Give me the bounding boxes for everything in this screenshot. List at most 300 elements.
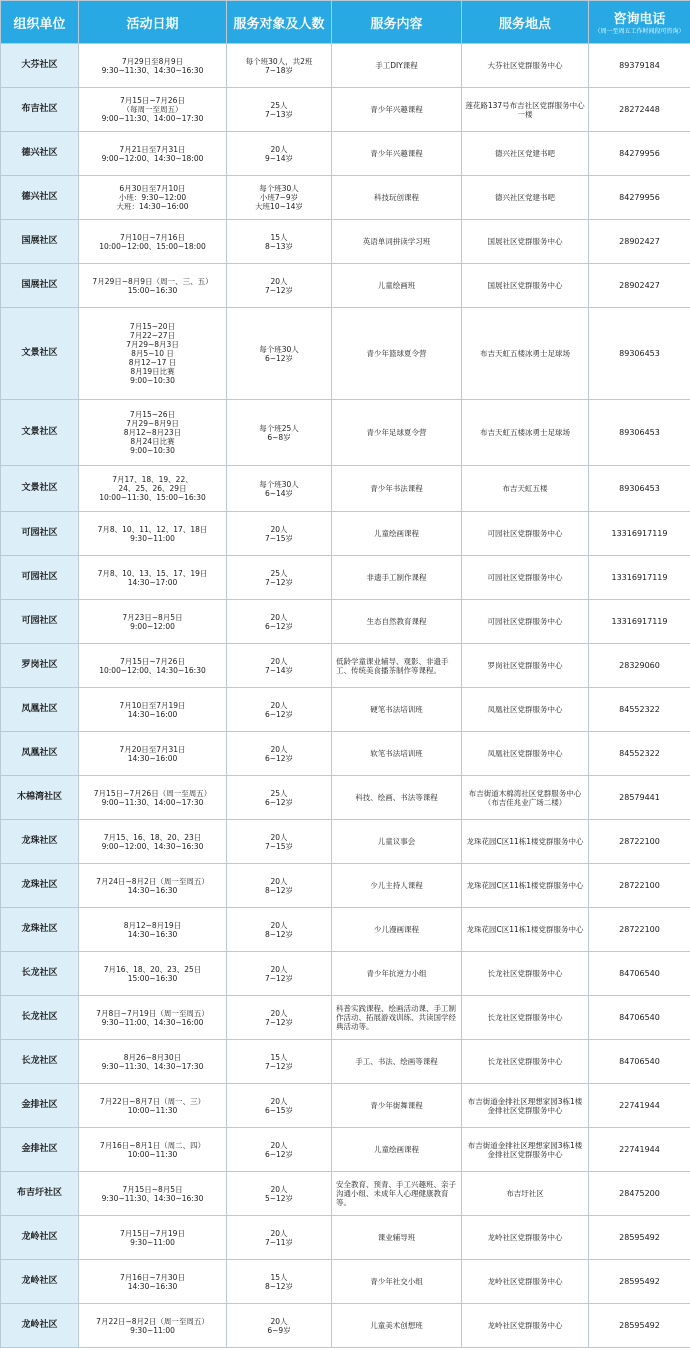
target-cell [227,776,332,820]
date-line: 7月22日~8月2日（周一至周五） [81,1317,224,1326]
target-line: 25人 [229,569,329,578]
target-line: 7~12岁 [229,1062,329,1071]
org-cell: 长龙社区 [1,952,79,996]
date-cell [79,176,227,220]
content-cell [332,996,462,1040]
content-text: 低龄学童课业辅导、观影、非遗手工、传统美食播茶制作等课程。 [336,657,459,675]
target-line: 15人 [229,1273,329,1282]
date-line: 7月29日至8月9日 [81,57,224,66]
phone-cell: 89306453 [589,466,690,512]
location-cell: 可园社区党群服务中心 [462,512,589,556]
content-cell [332,466,462,512]
location-cell: 布吉街道金排社区理想家园3栋1楼金排社区党群服务中心 [462,1084,589,1128]
date-line: 14:30~16:30 [81,886,224,895]
org-cell: 长龙社区 [1,1040,79,1084]
content-text: 软笔书法培训班 [334,749,459,758]
header-org: 组织单位 [1,1,79,44]
location-cell: 国展社区党群服务中心 [462,220,589,264]
phone-cell: 28595492 [589,1216,690,1260]
date-line: 24、25、26、29日 [81,484,224,493]
content-cell [332,176,462,220]
target-cell [227,1128,332,1172]
phone-cell: 28595492 [589,1304,690,1348]
target-line: 每个班25人 [229,424,329,433]
location-cell: 龙珠花园C区11栋1楼党群服务中心 [462,864,589,908]
org-cell: 长龙社区 [1,996,79,1040]
date-line: 9:00~11:30、14:00~17:30 [81,114,224,123]
target-line: 20人 [229,1185,329,1194]
date-line: 7月17、18、19、22、 [81,475,224,484]
org-cell: 龙珠社区 [1,908,79,952]
target-line: 9~14岁 [229,154,329,163]
target-line: 25人 [229,789,329,798]
date-line: 15:00~16:30 [81,286,224,295]
phone-cell: 28475200 [589,1172,690,1216]
content-cell [332,1172,462,1216]
content-text: 青少年社交小组 [334,1277,459,1286]
date-cell [79,1304,227,1348]
date-cell [79,556,227,600]
org-cell: 龙珠社区 [1,864,79,908]
date-cell [79,732,227,776]
phone-cell: 22741944 [589,1084,690,1128]
date-cell [79,1128,227,1172]
content-cell [332,556,462,600]
location-cell: 龙岭社区党群服务中心 [462,1260,589,1304]
location-cell: 长龙社区党群服务中心 [462,1040,589,1084]
date-line: 9:00~12:00 [81,622,224,631]
org-cell: 木棉湾社区 [1,776,79,820]
date-line: 10:00~12:00、14:30~16:30 [81,666,224,675]
phone-cell: 84706540 [589,1040,690,1084]
phone-cell: 13316917119 [589,512,690,556]
content-cell [332,132,462,176]
org-cell: 可园社区 [1,556,79,600]
date-cell [79,1260,227,1304]
table-row [1,600,690,644]
target-line: 20人 [229,277,329,286]
target-line: 7~11岁 [229,1238,329,1247]
date-cell [79,400,227,466]
date-cell [79,864,227,908]
date-cell [79,512,227,556]
org-cell: 龙岭社区 [1,1304,79,1348]
target-line: 6~12岁 [229,754,329,763]
target-line: 20人 [229,965,329,974]
target-cell [227,1040,332,1084]
org-cell: 凤凰社区 [1,732,79,776]
date-line: 9:30~11:00 [81,1326,224,1335]
table-row [1,44,690,88]
target-line: 6~12岁 [229,798,329,807]
date-line: 8月24日比赛 [81,437,224,446]
content-cell [332,220,462,264]
date-line: 8月12~8月23日 [81,428,224,437]
header-phone-note: （周一至周五工作时间段可咨询） [591,28,688,36]
content-text: 儿童绘画课程 [334,1145,459,1154]
target-line: 8~12岁 [229,886,329,895]
date-cell [79,996,227,1040]
table-row [1,1260,690,1304]
date-line: 7月21日至7月31日 [81,145,224,154]
header-location: 服务地点 [462,1,589,44]
phone-cell: 28902427 [589,264,690,308]
table-row [1,688,690,732]
content-cell [332,1084,462,1128]
target-line: 6~12岁 [229,622,329,631]
target-line: 20人 [229,701,329,710]
location-cell: 大芬社区党群服务中心 [462,44,589,88]
target-line: 7~14岁 [229,666,329,675]
target-line: 7~12岁 [229,1018,329,1027]
target-line: 6~8岁 [229,433,329,442]
location-cell: 凤凰社区党群服务中心 [462,732,589,776]
table-row [1,996,690,1040]
target-line: 15人 [229,1053,329,1062]
target-line: 25人 [229,101,329,110]
content-text: 青少年兴趣课程 [334,149,459,158]
table-row [1,132,690,176]
phone-cell: 28722100 [589,820,690,864]
content-text: 青少年兴趣课程 [334,105,459,114]
date-cell [79,908,227,952]
date-line: 10:00~11:30 [81,1150,224,1159]
table-row [1,952,690,996]
target-cell [227,1304,332,1348]
date-cell [79,220,227,264]
target-cell [227,952,332,996]
target-line: 6~9岁 [229,1326,329,1335]
content-cell [332,908,462,952]
target-cell [227,644,332,688]
target-line: 20人 [229,1317,329,1326]
target-cell [227,556,332,600]
target-cell [227,864,332,908]
target-line: 20人 [229,145,329,154]
date-line: 7月29~8月3日 [81,340,224,349]
content-text: 课业辅导班 [334,1233,459,1242]
date-line: 7月8日~7月19日（周一至周五） [81,1009,224,1018]
date-line: 9:00~12:00、14:30~18:00 [81,154,224,163]
date-line: 9:30~11:00 [81,1238,224,1247]
content-cell [332,264,462,308]
phone-cell: 89306453 [589,308,690,400]
date-cell [79,820,227,864]
date-cell [79,952,227,996]
target-line: 20人 [229,877,329,886]
date-cell [79,688,227,732]
location-cell: 长龙社区党群服务中心 [462,952,589,996]
date-line: 7月22~27日 [81,331,224,340]
target-line: 6~14岁 [229,489,329,498]
org-cell: 德兴社区 [1,176,79,220]
phone-cell: 89379184 [589,44,690,88]
target-cell [227,732,332,776]
date-line: 7月15日~7月19日 [81,1229,224,1238]
phone-cell: 84552322 [589,688,690,732]
table-row [1,220,690,264]
org-cell: 金排社区 [1,1128,79,1172]
target-line: 8~12岁 [229,930,329,939]
target-cell [227,600,332,644]
org-cell: 德兴社区 [1,132,79,176]
table-body [1,44,690,1348]
date-line: 7月15日~7月26日 [81,657,224,666]
target-line: 每个班30人 [229,345,329,354]
content-cell [332,1260,462,1304]
date-line: 9:30~11:00 [81,534,224,543]
content-cell [332,1216,462,1260]
date-line: 7月24日~8月2日（周一至周五） [81,877,224,886]
table-row [1,1172,690,1216]
date-line: 6月30日至7月10日 [81,184,224,193]
target-cell [227,1172,332,1216]
date-line: 9:00~10:30 [81,446,224,455]
target-cell [227,132,332,176]
content-text: 科普实践课程、绘画活动课、手工制作活动、拓展游戏训练、共读国学经典活动等。 [336,1004,459,1031]
target-cell [227,1216,332,1260]
date-cell [79,1084,227,1128]
phone-cell: 28579441 [589,776,690,820]
content-text: 手工DIY课程 [334,61,459,70]
date-line: 7月16、18、20、23、25日 [81,965,224,974]
org-cell: 龙岭社区 [1,1260,79,1304]
target-line: 20人 [229,745,329,754]
date-line: 9:00~11:30、14:00~17:30 [81,798,224,807]
target-cell [227,820,332,864]
date-line: 7月22日~8月7日（周一、三） [81,1097,224,1106]
target-line: 20人 [229,1097,329,1106]
table-row [1,1304,690,1348]
date-cell [79,1040,227,1084]
date-line: 7月15~26日 [81,410,224,419]
date-line: 7月29~8月9日 [81,419,224,428]
date-line: 7月23日~8月5日 [81,613,224,622]
target-line: 20人 [229,833,329,842]
content-text: 青少年篮球夏令营 [334,349,459,358]
date-cell [79,776,227,820]
location-cell: 布吉天虹五楼冰勇士足球场 [462,400,589,466]
date-cell [79,644,227,688]
target-line: 20人 [229,613,329,622]
target-line: 20人 [229,1141,329,1150]
table-row [1,732,690,776]
date-line: 7月10日~7月16日 [81,233,224,242]
content-cell [332,644,462,688]
table-row [1,820,690,864]
content-text: 手工、书法、绘画等课程 [334,1057,459,1066]
table-row [1,776,690,820]
date-line: 15:00~16:30 [81,974,224,983]
date-line: 14:30~17:00 [81,578,224,587]
target-line: 15人 [229,233,329,242]
phone-cell: 84706540 [589,996,690,1040]
target-line: 7~12岁 [229,286,329,295]
target-line: 每个班30人 [229,480,329,489]
date-line: 7月16日~8月1日（周二、四） [81,1141,224,1150]
target-line: 20人 [229,921,329,930]
phone-cell: 22741944 [589,1128,690,1172]
table-row [1,1216,690,1260]
org-cell: 文景社区 [1,466,79,512]
phone-cell: 84279956 [589,176,690,220]
location-cell: 布吉街道金排社区理想家园3栋1楼金排社区党群服务中心 [462,1128,589,1172]
phone-cell: 84552322 [589,732,690,776]
target-line: 20人 [229,525,329,534]
date-cell [79,600,227,644]
date-line: 9:00~10:30 [81,376,224,385]
date-line: 8月19日比赛 [81,367,224,376]
target-cell [227,220,332,264]
target-line: 5~12岁 [229,1194,329,1203]
content-text: 儿童绘画课程 [334,529,459,538]
phone-cell: 13316917119 [589,556,690,600]
location-cell: 凤凰社区党群服务中心 [462,688,589,732]
date-cell [79,1172,227,1216]
content-cell [332,44,462,88]
org-cell: 国展社区 [1,220,79,264]
date-line: 7月8、10、13、15、17、19日 [81,569,224,578]
content-cell [332,88,462,132]
phone-cell: 28722100 [589,864,690,908]
target-line: 8~13岁 [229,242,329,251]
content-text: 儿童绘画班 [334,281,459,290]
phone-cell: 89306453 [589,400,690,466]
header-phone-label: 咨询电话 [613,12,665,27]
table-row [1,400,690,466]
org-cell: 凤凰社区 [1,688,79,732]
content-cell [332,732,462,776]
header-date: 活动日期 [79,1,227,44]
date-cell [79,88,227,132]
target-line: 20人 [229,1229,329,1238]
org-cell: 可园社区 [1,600,79,644]
phone-cell: 28722100 [589,908,690,952]
date-line: 7月29日~8月9日（周一、三、五） [81,277,224,286]
content-text: 生态自然教育课程 [334,617,459,626]
target-cell [227,400,332,466]
table-header-row [1,1,690,44]
org-cell: 可园社区 [1,512,79,556]
date-cell [79,1216,227,1260]
content-text: 青少年街舞课程 [334,1101,459,1110]
date-line: 7月15日~8月5日 [81,1185,224,1194]
target-cell [227,264,332,308]
phone-cell: 28272448 [589,88,690,132]
table-row [1,308,690,400]
date-line: 7月8、10、11、12、17、18日 [81,525,224,534]
date-line: 小班：9:30~12:00 [81,193,224,202]
target-cell [227,908,332,952]
location-cell: 莲花路137号布吉社区党群服务中心一楼 [462,88,589,132]
target-cell [227,688,332,732]
date-line: 8月5~10 日 [81,349,224,358]
content-cell [332,1040,462,1084]
date-line: 14:30~16:00 [81,754,224,763]
location-cell: 布吉天虹五楼冰勇士足球场 [462,308,589,400]
date-line: 8月12~8月19日 [81,921,224,930]
location-cell: 德兴社区党建书吧 [462,176,589,220]
org-cell: 文景社区 [1,308,79,400]
content-cell [332,820,462,864]
table-row [1,556,690,600]
content-text: 儿童美术创想班 [334,1321,459,1330]
target-cell [227,1260,332,1304]
table-row [1,466,690,512]
target-line: 7~13岁 [229,110,329,119]
date-line: 7月15~20日 [81,322,224,331]
content-cell [332,688,462,732]
phone-cell: 28329060 [589,644,690,688]
date-line: 9:30~11:30、14:30~16:30 [81,1194,224,1203]
header-target: 服务对象及人数 [227,1,332,44]
phone-cell: 28902427 [589,220,690,264]
org-cell: 布吉社区 [1,88,79,132]
date-line: 10:00~11:30 [81,1106,224,1115]
content-cell [332,776,462,820]
location-cell: 德兴社区党建书吧 [462,132,589,176]
date-line: 8月12~17 日 [81,358,224,367]
date-line: 7月10日至7月19日 [81,701,224,710]
date-line: 14:30~16:30 [81,930,224,939]
content-text: 青少年抗逆力小组 [334,969,459,978]
location-cell: 龙珠花园C区11栋1楼党群服务中心 [462,820,589,864]
table-row [1,264,690,308]
date-cell [79,44,227,88]
target-line: 7~15岁 [229,842,329,851]
table-row [1,512,690,556]
content-cell [332,864,462,908]
org-cell: 国展社区 [1,264,79,308]
date-line: 7月15日~7月26日（周一至周五） [81,789,224,798]
target-line: 7~12岁 [229,578,329,587]
content-text: 英语单词拼读学习班 [334,237,459,246]
location-cell: 可园社区党群服务中心 [462,600,589,644]
table-row [1,908,690,952]
content-cell [332,952,462,996]
date-line: （每周一至周五） [81,105,224,114]
table-row [1,1040,690,1084]
date-line: 9:30~11:30、14:30~16:30 [81,66,224,75]
date-cell [79,308,227,400]
org-cell: 罗岗社区 [1,644,79,688]
target-cell [227,466,332,512]
phone-cell: 84706540 [589,952,690,996]
location-cell: 布吉天虹五楼 [462,466,589,512]
phone-cell: 84279956 [589,132,690,176]
target-cell [227,88,332,132]
content-text: 少儿主持人课程 [334,881,459,890]
target-line: 8~12岁 [229,1282,329,1291]
location-cell: 罗岗社区党群服务中心 [462,644,589,688]
org-cell: 布吉圩社区 [1,1172,79,1216]
location-cell: 龙岭社区党群服务中心 [462,1304,589,1348]
content-text: 科技玩创课程 [334,193,459,202]
header-phone [589,1,690,44]
content-cell [332,600,462,644]
content-cell [332,512,462,556]
location-cell: 布吉圩社区 [462,1172,589,1216]
date-line: 8月26~8月30日 [81,1053,224,1062]
table-row [1,644,690,688]
content-text: 硬笔书法培训班 [334,705,459,714]
table-row [1,864,690,908]
date-cell [79,466,227,512]
table-row [1,1084,690,1128]
target-line: 7~12岁 [229,974,329,983]
content-text: 科技、绘画、书法等课程 [334,793,459,802]
location-cell: 长龙社区党群服务中心 [462,996,589,1040]
